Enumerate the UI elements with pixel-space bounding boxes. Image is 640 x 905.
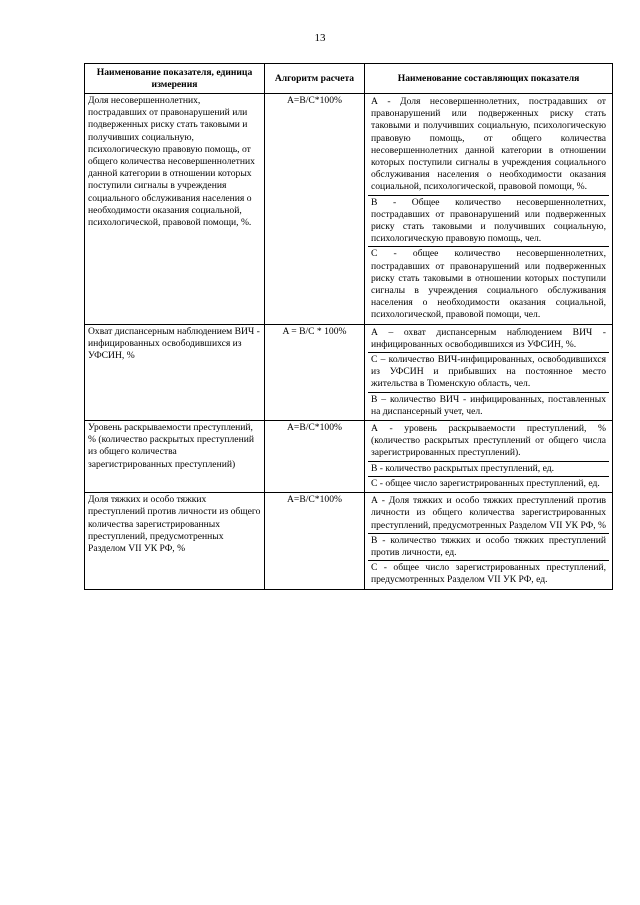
component-a: А - Доля несовершеннолетних, пострадавших от правонарушений или подверженных риску стать таковыми и получивших социальную, психологическую правовую помощь, от общего количества несовершеннолетних данной категории в отношении которых поступили сигналы в учреждения социального обслуживания населения о необходимости оказания социальной, психологической, правовой помощи, %. xyxy=(371,96,606,193)
indicator-algorithm: A=B/C*100% xyxy=(265,94,365,325)
indicator-components xyxy=(365,421,613,493)
component-b: В - количество раскрытых преступлений, ед. xyxy=(368,461,609,476)
header-algorithm: Алгоритм расчета xyxy=(265,64,365,94)
indicator-name: Охват диспансерным наблюдением ВИЧ - инфицированных освободившихся из УФСИН, % xyxy=(85,324,265,420)
table-row xyxy=(85,94,613,325)
component-c: С - общее число зарегистрированных преступлений, ед. xyxy=(368,476,609,491)
component-c: С - общее количество несовершеннолетних, пострадавших от правонарушений или подверженных риску стать таковыми в отношении которых поступили сигналы в учреждения социального обслуживания населения о необходимости оказания социальной, психологической, правовой помощи, чел. xyxy=(368,246,609,322)
component-a: А - уровень раскрываемости преступлений, % (количество раскрытых преступлений от общего числа зарегистрированных преступлений). xyxy=(371,423,606,459)
component-b: В - количество тяжких и особо тяжких преступлений против личности, ед. xyxy=(368,533,609,560)
component-c: С - общее число зарегистрированных преступлений, предусмотренных Разделом VII УК РФ, ед. xyxy=(368,560,609,587)
component-c: С – количество ВИЧ-инфицированных, освободившихся из УФСИН и прибывших на постоянное место жительства в Тюменскую область, чел. xyxy=(368,352,609,392)
header-indicator-name: Наименование показателя, единица измерения xyxy=(85,64,265,94)
indicator-algorithm: A=B/C*100% xyxy=(265,421,365,493)
indicator-name: Уровень раскрываемости преступлений, % (количество раскрытых преступлений из общего количества зарегистрированных преступлений) xyxy=(85,421,265,493)
table-row xyxy=(85,324,613,420)
indicator-components xyxy=(365,94,613,325)
component-a: А - Доля тяжких и особо тяжких преступлений против личности из общего количества зарегистрированных преступлений, предусмотренных Разделом VII УК РФ, % xyxy=(371,495,607,531)
indicator-name: Доля тяжких и особо тяжких преступлений против личности из общего количества зарегистрированных преступлений, предусмотренных Разделом VII УК РФ, % xyxy=(85,493,265,589)
table-row xyxy=(85,421,613,493)
indicator-components xyxy=(365,493,613,589)
indicator-algorithm: A = B/C * 100% xyxy=(265,324,365,420)
header-components: Наименование составляющих показателя xyxy=(365,64,613,94)
indicator-name: Доля несовершеннолетних, пострадавших от правонарушений или подверженных риску стать таковыми и получивших социальную, психологическую правовую помощь, от общего количества несовершеннолетних данной категории в отношении которых поступили сигналы в учреждения социального обслуживания населения о необходимости оказания социальной, психологической, правовой помощи, %. xyxy=(85,94,265,325)
component-b: В – количество ВИЧ - инфицированных, поставленных на диспансерный учет, чел. xyxy=(368,392,609,419)
page-number: 13 xyxy=(314,32,326,44)
indicator-components xyxy=(365,324,613,420)
component-b: В - Общее количество несовершеннолетних, пострадавших от правонарушений или подверженных риску стать таковыми и получивших социальную, психологическую правовую помощь, чел. xyxy=(368,195,609,247)
table-row xyxy=(85,493,613,589)
table-header-row xyxy=(85,64,613,94)
indicator-algorithm: A=B/C*100% xyxy=(265,493,365,589)
indicators-table xyxy=(84,63,613,590)
component-a: А – охват диспансерным наблюдением ВИЧ - инфицированных освободившихся из УФСИН, %. xyxy=(371,326,606,350)
